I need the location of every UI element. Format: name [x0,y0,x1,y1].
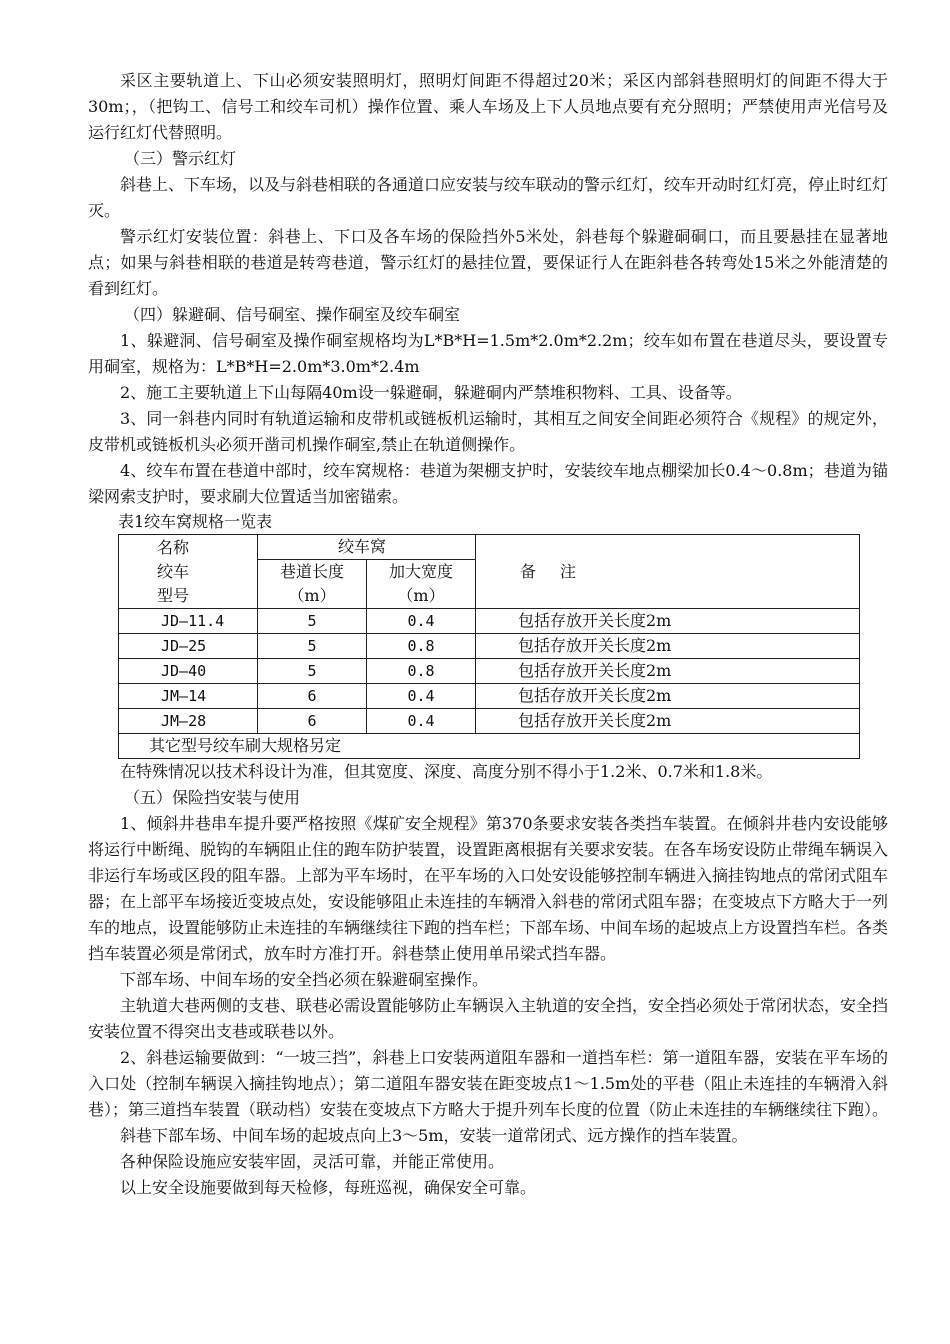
document-page [88,68,888,1201]
cell-width: 0.4 [367,609,476,634]
table-row [119,709,860,734]
paragraph-lower-station-stops: 下部车场、中间车场的安全挡必须在躲避硐室操作。 [120,970,489,989]
cell-length: 5 [258,659,367,684]
cell-width: 0.8 [367,659,476,684]
cell-note: 包括存放开关长度2m [476,634,860,659]
paragraph-special-cases: 在特殊情况以技术科设计为准，但其宽度、深度、高度分别不得小于1.2米、0.7米和1.8米。 [120,762,773,781]
header-winch-line: 绞车 [157,561,190,581]
table-row [119,609,860,634]
table-row [119,684,860,709]
paragraph-lighting: 采区主要轨道上、下山必须安装照明灯，照明灯间距不得超过20米；采区内部斜巷照明灯的间距不得大于30m；，（把钩工、信号工和绞车司机）操作位置、乘人车场及上下人员地点要有充分照明；严禁使用声光信号及运行红灯代替照明。 [88,71,888,142]
remarks-header: 备 注 [476,535,860,609]
paragraph-branch-roadway-stops: 主轨道大巷两侧的支巷、联巷必需设置能够防止车辆误入主轨道的安全挡，安全挡必须处于常闭状态，安全挡安装位置不得突出支巷或联巷以外。 [88,996,889,1041]
cell-length: 6 [258,684,367,709]
paragraph-warning-lights: 斜巷上、下车场，以及与斜巷相联的各通道口应安装与绞车联动的警示红灯，绞车开动时红灯亮，停止时红灯灭。 [88,175,889,220]
paragraph-daily-inspection: 以上安全设施要做到每天检修，每班巡视，确保安全可靠。 [120,1178,537,1197]
section-heading-warning-lights: （三）警示红灯 [124,149,237,168]
paragraph-winch-nest: 4、绞车布置在巷道中部时，绞车窝规格：巷道为架棚支护时，安装绞车地点棚梁加长0.4～0.8m；巷道为锚梁网索支护时，要求刷大位置适当加密锚索。 [88,461,888,506]
name-model-header [119,535,258,609]
cell-note: 包括存放开关长度2m [476,684,860,709]
length-header [258,560,367,609]
paragraph-refuge-spacing: 2、施工主要轨道上下山每隔40m设一躲避硐，躲避硐内严禁堆积物料、工具、设备等。 [120,383,742,402]
cell-length: 6 [258,709,367,734]
cell-width: 0.4 [367,709,476,734]
paragraph-lower-yard-stop: 斜巷下部车场、中间车场的起坡点向上3～5m，安装一道常闭式、远方操作的挡车装置。 [120,1126,748,1145]
length-header-unit: （m） [288,586,336,605]
header-model-line: 型号 [157,585,190,605]
width-header [367,560,476,609]
paragraph-stop-devices: 1、倾斜井巷串车提升要严格按照《煤矿安全规程》第370条要求安装各类挡车装置。在倾斜井巷内安设能够将运行中断绳、脱钩的车辆阻止住的跑车防护装置，设置距离根据有关要求安装。在各车场安设防止带绳车辆误入非运行车场或区段的阻车器。上部为平车场时，在平车场的入口处安设能够控制车辆进入摘挂钩地点的常闭式阻车器；在上部平车场接近变坡点处，安设能够阻止未连挂的车辆滑入斜巷的常闭式阻车器；在变坡点下方略大于一列车的地点，设置能够防止未连挂的车辆继续往下跑的挡车栏；下部车场、中间车场的起坡点上方设置挡车栏。各类挡车装置必须是常闭式，放车时方准打开。斜巷禁止使用单吊梁式挡车器。 [88,814,889,963]
length-header-label: 巷道长度 [279,562,344,581]
paragraph-one-slope-three-stops: 2、斜巷运输要做到：“一坡三挡”，斜巷上口安装两道阻车器和一道挡车栏：第一道阻车器，安装在平车场的入口处（控制车辆误入摘挂钩地点）；第二道阻车器安装在距变坡点1～1.5m处的平巷（阻止未连挂的车辆滑入斜巷）；第三道挡车装置（联动档）安装在变坡点下方略大于提升列车长度的位置（防止未连挂的车辆继续往下跑）。 [88,1048,889,1119]
cell-model: JM—14 [119,684,258,709]
cell-width: 0.4 [367,684,476,709]
table-footer-note: 其它型号绞车刷大规格另定 [119,734,860,759]
cell-note: 包括存放开关长度2m [476,609,860,634]
section-heading-safety-stops: （五）保险挡安装与使用 [124,788,301,807]
table-row [119,634,860,659]
cell-length: 5 [258,634,367,659]
width-header-unit: （m） [397,586,445,605]
paragraph-warning-light-position: 警示红灯安装位置：斜巷上、下口及各车场的保险挡外5米处，斜巷每个躲避硐硐口，而且要悬挂在显著地点；如果与斜巷相联的巷道是转弯巷道，警示红灯的悬挂位置，要保证行人在距斜巷各转弯处15米之外能清楚的看到红灯。 [88,227,888,298]
winch-nest-group-header: 绞车窝 [258,535,476,560]
cell-length: 5 [258,609,367,634]
table-caption: 表1绞车窝规格一览表 [118,512,273,531]
table-header-row [119,535,860,560]
paragraph-installation-quality: 各种保险设施应安装牢固，灵活可靠，并能正常使用。 [120,1152,505,1171]
cell-note: 包括存放开关长度2m [476,709,860,734]
header-name-line: 名称 [157,537,190,557]
section-heading-chambers: （四）躲避硐、信号硐室、操作硐室及绞车硐室 [124,305,461,324]
width-header-label: 加大宽度 [388,562,453,581]
cell-model: JM—28 [119,709,258,734]
winch-nest-spec-table [118,534,860,759]
cell-model: JD—40 [119,659,258,684]
paragraph-belt-conveyor: 3、同一斜巷内同时有轨道运输和皮带机或链板机运输时，其相互之间安全间距必须符合《规程》的规定外，皮带机或链板机头必须开凿司机操作硐室,禁止在轨道侧操作。 [88,409,888,454]
cell-width: 0.8 [367,634,476,659]
cell-model: JD—11.4 [119,609,258,634]
cell-note: 包括存放开关长度2m [476,659,860,684]
cell-model: JD—25 [119,634,258,659]
table-row [119,659,860,684]
paragraph-chamber-spec: 1、躲避洞、信号硐室及操作硐室规格均为L*B*H=1.5m*2.0m*2.2m；绞车如布置在巷道尽头，要设置专用硐室，规格为：L*B*H=2.0m*3.0m*2.4m [88,331,888,376]
table-footer-row [119,734,860,759]
